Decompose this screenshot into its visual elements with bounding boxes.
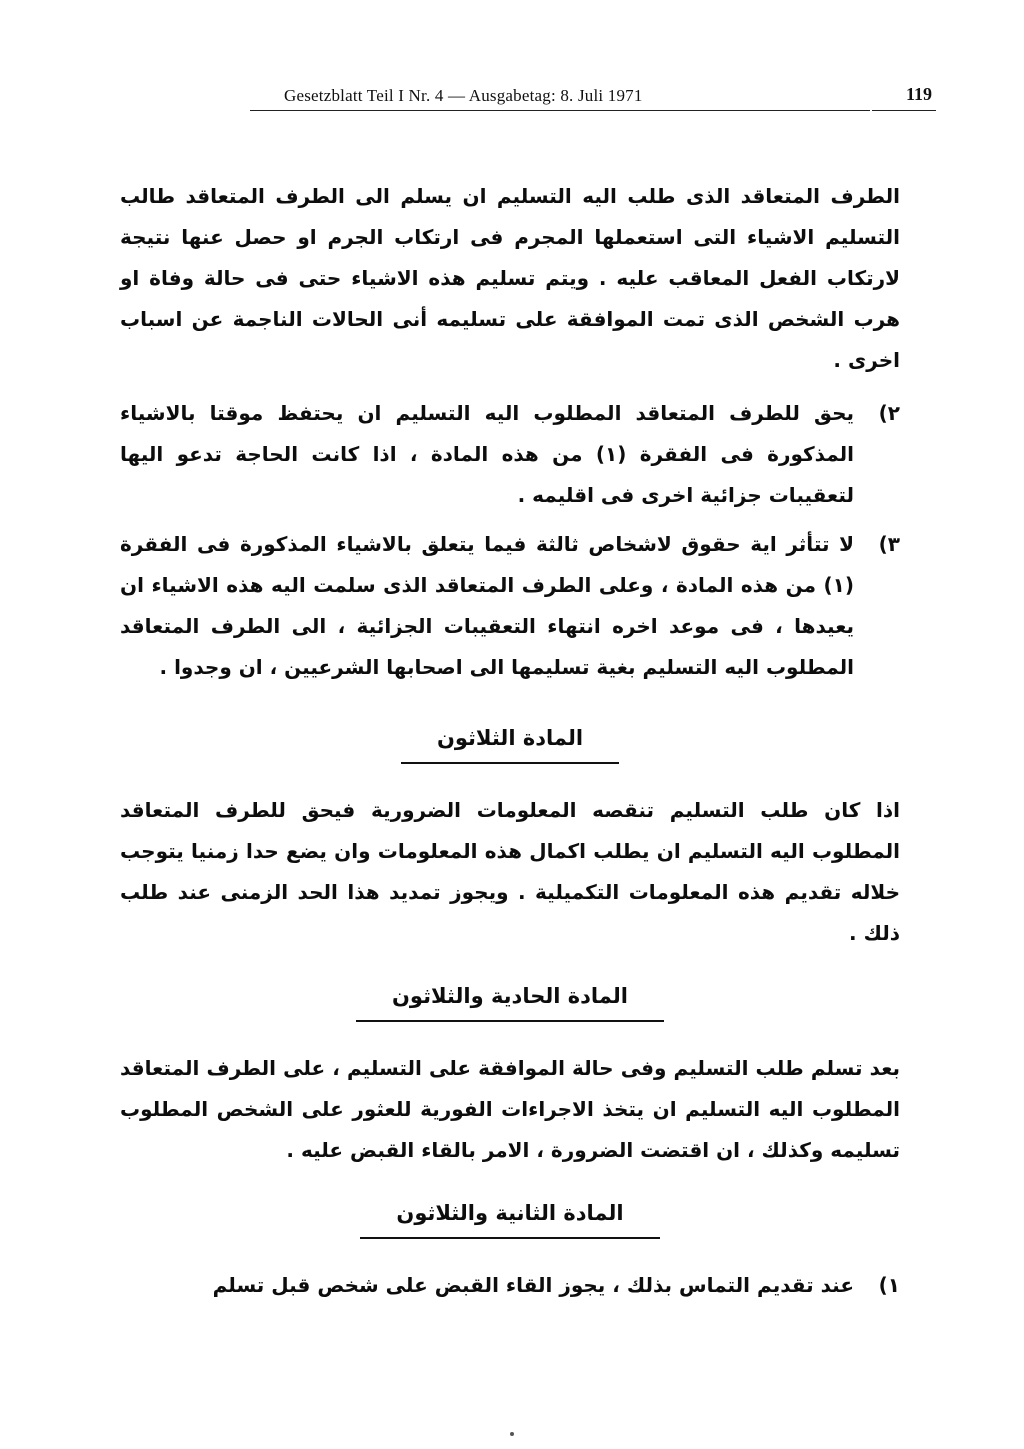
article-32-heading: المادة الثانية والثلاثون (360, 1195, 659, 1239)
running-title: Gesetzblatt Teil I Nr. 4 — Ausgabetag: 8. Juli 1971 (284, 86, 643, 105)
article-30-text: اذا كان طلب التسليم تنقصه المعلومات الضرورية فيحق للطرف المتعاقد المطلوب اليه التسليم ان يطلب اكمال هذه المعلومات وان يضع حدا زمنيا يتوجب خلاله تقديم هذه المعلومات التكميلية . ويجوز تمديد هذا الحد الزمنى عند طلب ذلك . (120, 798, 900, 945)
article-31-heading: المادة الحادية والثلاثون (356, 978, 664, 1022)
document-body (120, 176, 900, 1314)
header-rule (250, 110, 870, 111)
list-item (120, 393, 900, 516)
list-item (120, 524, 900, 688)
page-number: 119 (905, 84, 932, 104)
article-31-heading-wrap (120, 976, 900, 1022)
page-header (280, 84, 932, 110)
page-speck (510, 1432, 514, 1436)
item-text: عند تقديم التماس بذلك ، يجوز القاء القبض على شخص قبل تسلم (212, 1273, 854, 1297)
item-text: لا تتأثر اية حقوق لاشخاص ثالثة فيما يتعلق بالاشياء المذكورة فى الفقرة (١) من هذه المادة ، وعلى الطرف المتعاقد الذى سلمت اليه هذه الاشياء ان يعيدها ، فى موعد اخره انتهاء التعقيبات الجزائية ، الى الطرف المتعاقد المطلوب اليه التسليم بغية تسليمها الى اصحابها الشرعيين ، ان وجدوا . (120, 532, 854, 679)
article-32-heading-wrap (120, 1193, 900, 1239)
list-item (120, 1265, 900, 1306)
item-text: يحق للطرف المتعاقد المطلوب اليه التسليم ان يحتفظ موقتا بالاشياء المذكورة فى الفقرة (١) من هذه المادة ، اذا كانت الحاجة تدعو اليها لتعقيبات جزائية اخرى فى اقليمه . (120, 401, 855, 507)
item-number: ٢) (878, 401, 900, 425)
item-number: ١) (878, 1273, 900, 1297)
header-rule-page (872, 110, 936, 111)
intro-paragraph: الطرف المتعاقد الذى طلب اليه التسليم ان يسلم الى الطرف المتعاقد طالب التسليم الاشياء التى استعملها المجرم فى ارتكاب الجرم او حصل عنها نتيجة لارتكاب الفعل المعاقب عليه . ويتم تسليم هذه الاشياء حتى فى حالة وفاة او هرب الشخص الذى تمت الموافقة على تسليمه أنى الحالات الناجمة عن اسباب اخرى . (120, 184, 900, 372)
item-number: ٣) (878, 532, 900, 556)
article-30-heading-wrap (120, 718, 900, 764)
article-30-heading: المادة الثلاثون (401, 720, 619, 764)
article-31-text: بعد تسلم طلب التسليم وفى حالة الموافقة على التسليم ، على الطرف المتعاقد المطلوب اليه التسليم ان يتخذ الاجراءات الفورية للعثور على الشخص المطلوب تسليمه وكذلك ، ان اقتضت الضرورة ، الامر بالقاء القبض عليه . (120, 1056, 900, 1162)
